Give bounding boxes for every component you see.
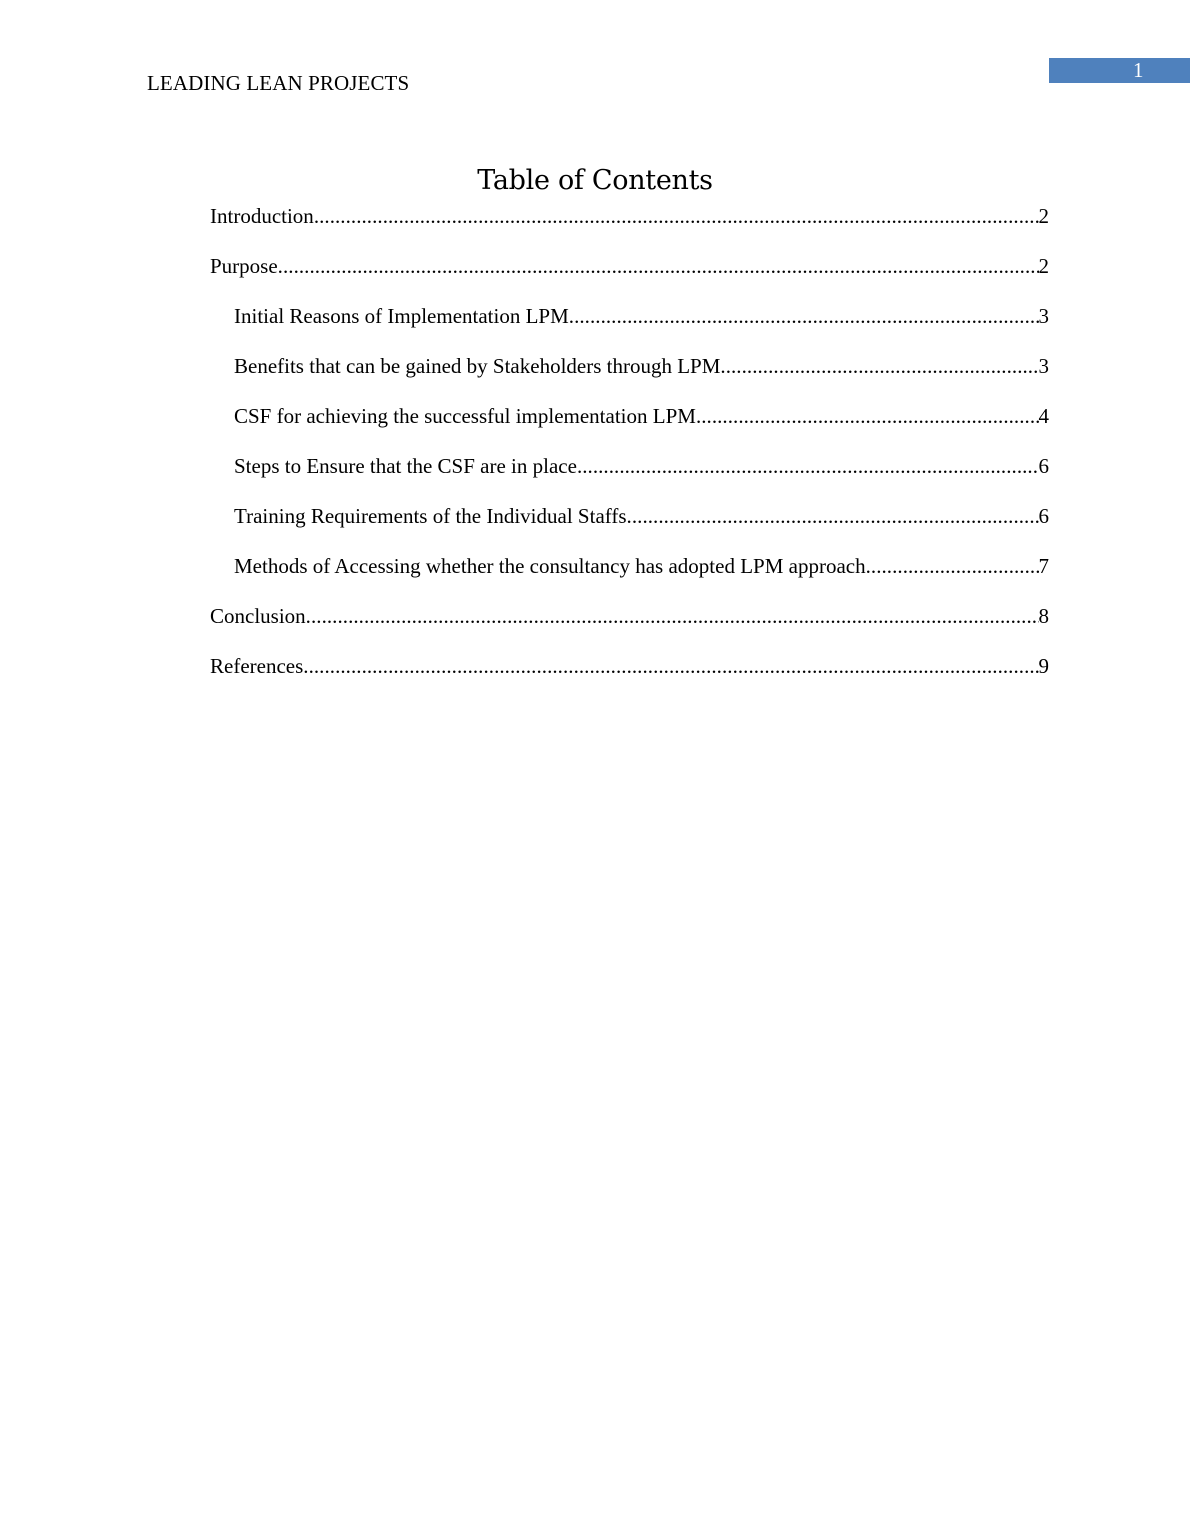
toc-entry-label: Benefits that can be gained by Stakeholders through LPM [234,354,721,378]
toc-entry-label: Training Requirements of the Individual Staffs [234,504,627,528]
dot-leader [577,453,1039,479]
dot-leader [627,503,1039,529]
toc-entry-page: 6 [1038,504,1049,528]
toc-entry-page: 3 [1038,354,1049,378]
toc-entry-conclusion[interactable] [210,603,1049,653]
toc-entry-label: Methods of Accessing whether the consultancy has adopted LPM approach [234,554,866,578]
toc-entry-label: Purpose [210,254,278,278]
dot-leader [278,253,1039,279]
toc-entry-label: References [210,654,304,678]
toc-entry-page: 7 [1038,554,1049,578]
dot-leader [303,653,1038,679]
dot-leader [696,403,1039,429]
toc-entry-label: Conclusion [210,604,306,628]
toc-entry-purpose[interactable] [210,253,1049,303]
page-number: 1 [1133,58,1144,82]
toc-entry-label: CSF for achieving the successful implementation LPM [234,404,696,428]
table-of-contents [210,203,1049,703]
toc-entry-page: 2 [1038,254,1049,278]
dot-leader [569,303,1039,329]
dot-leader [720,353,1038,379]
toc-entry-label: Steps to Ensure that the CSF are in place [234,454,577,478]
dot-leader [306,603,1039,629]
toc-entry-csf-implementation[interactable] [210,403,1049,453]
toc-entry-label: Introduction [210,204,314,228]
running-header-title: LEADING LEAN PROJECTS [147,71,410,95]
toc-entry-page: 3 [1038,304,1049,328]
toc-heading: Table of Contents [477,165,713,196]
toc-entry-page: 6 [1038,454,1049,478]
toc-entry-csf-steps[interactable] [210,453,1049,503]
toc-entry-page: 9 [1038,654,1049,678]
toc-entry-introduction[interactable] [210,203,1049,253]
toc-entry-page: 2 [1038,204,1049,228]
toc-entry-page: 8 [1038,604,1049,628]
toc-entry-training-requirements[interactable] [210,503,1049,553]
toc-entry-stakeholder-benefits[interactable] [210,353,1049,403]
dot-leader [314,203,1039,229]
toc-entry-page: 4 [1038,404,1049,428]
page-number-badge [1049,58,1190,83]
toc-entry-references[interactable] [210,653,1049,703]
toc-entry-initial-reasons[interactable] [210,303,1049,353]
toc-entry-assessment-methods[interactable] [210,553,1049,603]
toc-entry-label: Initial Reasons of Implementation LPM [234,304,569,328]
dot-leader [866,553,1039,579]
